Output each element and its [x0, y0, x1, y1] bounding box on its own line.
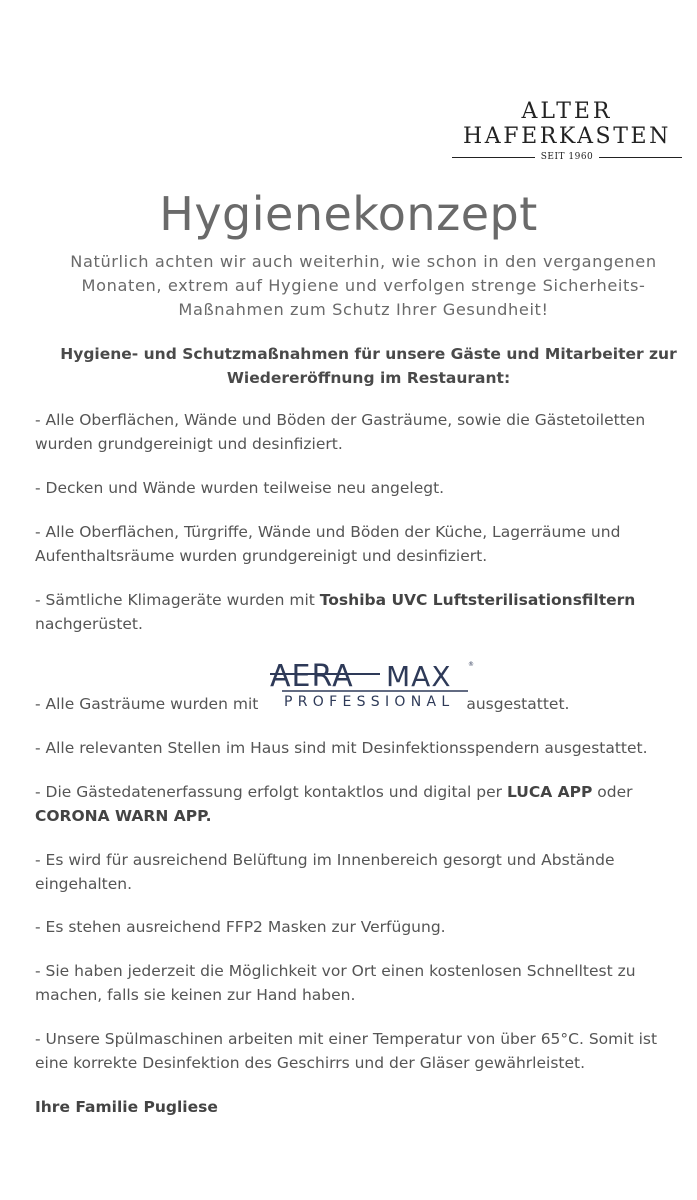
luca-app: LUCA APP [506, 783, 593, 801]
item-dispensers [35, 736, 685, 760]
item-line: - Alle Oberflächen, Türgriffe, Wände und Böden der Küche, Lagerräume und [35, 523, 621, 541]
measures-heading [40, 342, 697, 390]
item-line: eine korrekte Desinfektion des Geschirrs und der Gläser gewährleistet. [35, 1054, 586, 1072]
toshiba-filter-name: Toshiba UVC Luftsterilisationsfiltern [319, 591, 636, 609]
logo-divider-left [452, 157, 535, 158]
intro-line: Monaten, extrem auf Hygiene und verfolgen strenge Sicherheits- [81, 276, 646, 295]
item-line: machen, falls sie keinen zur Hand haben. [35, 986, 356, 1004]
page-title: Hygienekonzept [159, 187, 538, 241]
item-climate [35, 588, 685, 636]
item-line: - Es wird für ausreichend Belüftung im Innenbereich gesorgt und Abstände [35, 851, 615, 869]
item-line: - Alle relevanten Stellen im Haus sind mit Desinfektionsspendern ausgestattet. [35, 739, 648, 757]
corona-warn-app: CORONA WARN APP. [35, 807, 212, 825]
logo-line-haferkasten: HAFERKASTEN [462, 124, 672, 149]
item-line: nachgerüstet. [35, 615, 143, 633]
item-line: - Unsere Spülmaschinen arbeiten mit einer Temperatur von über 65°C. Somit ist [35, 1030, 658, 1048]
logo-since-row [452, 152, 682, 162]
aeramax-logo [268, 654, 478, 694]
intro-text [50, 250, 677, 322]
item-surfaces [35, 408, 685, 456]
item-guest-data [35, 780, 685, 828]
item-line [35, 780, 685, 804]
heading-line: Hygiene- und Schutzmaßnahmen für unsere Gäste und Mitarbeiter zur [60, 345, 677, 363]
item-line: - Decken und Wände wurden teilweise neu angelegt. [35, 479, 445, 497]
aeramax-professional: PROFESSIONAL [284, 694, 455, 710]
trademark-icon: ® [468, 661, 474, 668]
aeramax-max-text: MAX [386, 660, 452, 693]
alter-haferkasten-logo [452, 100, 682, 162]
heading-line: Wiedereröffnung im Restaurant: [226, 369, 511, 387]
logo-line-alter: ALTER [521, 99, 613, 124]
guestrooms-prefix: - Alle Gasträume wurden mit [35, 695, 259, 713]
intro-line: Natürlich achten wir auch weiterhin, wie schon in den vergangenen [70, 252, 657, 271]
item-kitchen [35, 520, 685, 568]
item-line: eingehalten. [35, 875, 133, 893]
item-line [35, 804, 685, 828]
item-masks [35, 915, 685, 939]
item-ventilation [35, 848, 685, 896]
guestrooms-suffix: ausgestattet. [466, 695, 570, 713]
signature-line [35, 1095, 685, 1119]
signature-text: Ihre Familie Pugliese [35, 1098, 218, 1116]
data-prefix: - Die Gästedatenerfassung erfolgt kontaktlos und digital per [35, 783, 507, 801]
item-line [35, 588, 685, 612]
item-line: wurden grundgereinigt und desinfiziert. [35, 435, 343, 453]
item-line: Aufenthaltsräume wurden grundgereinigt und desinfiziert. [35, 547, 488, 565]
item-rapid-test [35, 959, 685, 1007]
item-ceilings [35, 476, 685, 500]
item-dishwasher [35, 1027, 685, 1075]
item-line: - Es stehen ausreichend FFP2 Masken zur Verfügung. [35, 918, 446, 936]
signature [35, 1095, 685, 1119]
data-or: oder [592, 783, 633, 801]
intro-line: Maßnahmen zum Schutz Ihrer Gesundheit! [178, 300, 549, 319]
aeramax-aera-text: AERA [270, 659, 354, 694]
logo-divider-right [599, 157, 682, 158]
item-line: - Alle Oberflächen, Wände und Böden der Gasträume, sowie die Gästetoiletten [35, 411, 646, 429]
item-line: - Sie haben jederzeit die Möglichkeit vor Ort einen kostenlosen Schnelltest zu [35, 962, 636, 980]
logo-since: SEIT 1960 [540, 152, 594, 162]
climate-prefix: - Sämtliche Klimageräte wurden mit [35, 591, 320, 609]
